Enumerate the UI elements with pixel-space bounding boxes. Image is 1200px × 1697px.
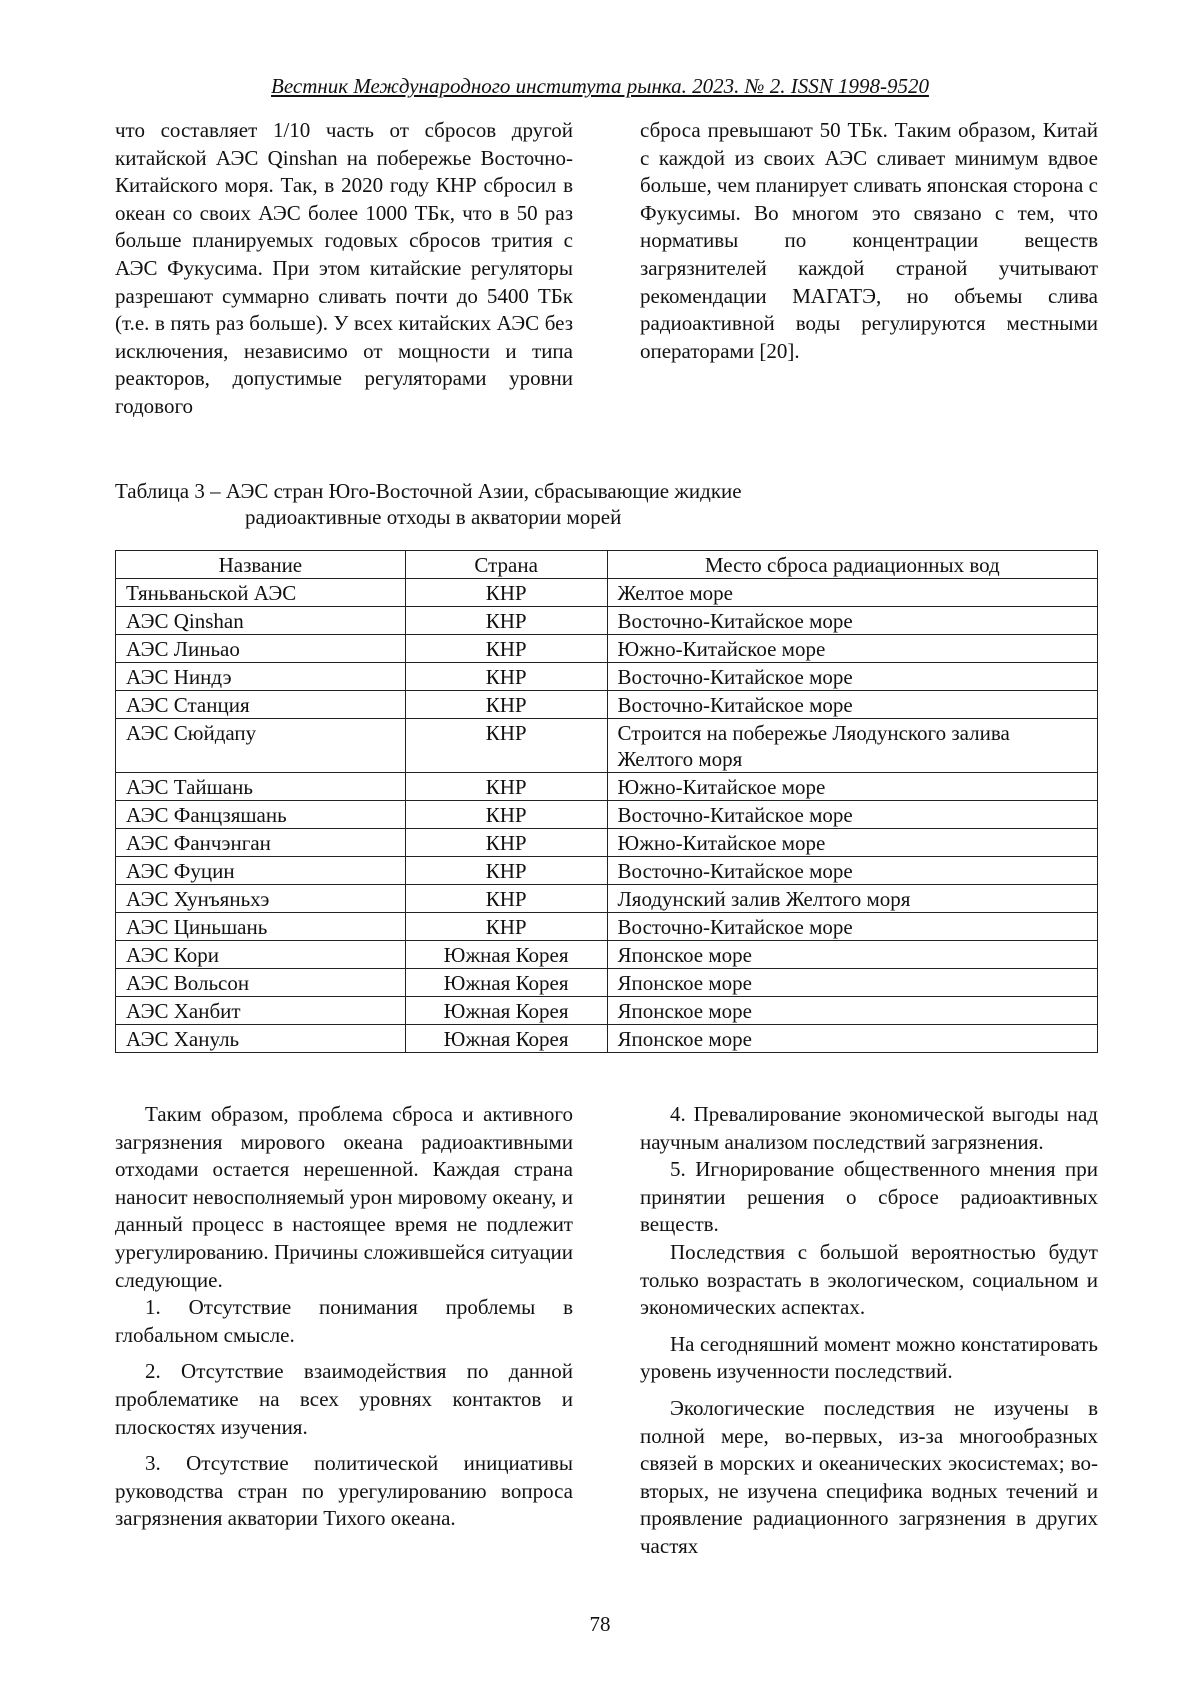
- cell-site: Восточно-Китайское море: [607, 801, 1097, 829]
- cell-name: АЭС Qinshan: [116, 607, 406, 635]
- cell-name: АЭС Сюйдапу: [116, 719, 406, 773]
- table-row: [116, 635, 1098, 663]
- journal-header: Вестник Международного института рынка. 2023. № 2. ISSN 1998-9520: [271, 74, 929, 98]
- cell-country: КНР: [405, 773, 607, 801]
- cell-name: АЭС Ханбит: [116, 997, 406, 1025]
- column-header-discharge-site: Место сброса радиационных вод: [607, 551, 1097, 579]
- table-row: [116, 857, 1098, 885]
- cell-site: Восточно-Китайское море: [607, 663, 1097, 691]
- cell-name: АЭС Циньшань: [116, 913, 406, 941]
- cell-name: АЭС Фанчэнган: [116, 829, 406, 857]
- column-header-name: Название: [116, 551, 406, 579]
- list-item-4: 4. Превалирование экономической выгоды над научным анализом последствий загрязнения.: [640, 1102, 1098, 1154]
- cell-site: Японское море: [607, 941, 1097, 969]
- npp-table: [115, 550, 1098, 1053]
- cell-name: АЭС Линьао: [116, 635, 406, 663]
- list-item-3: 3. Отсутствие политической инициативы руководства стран по урегулированию вопроса загрязнения акватории Тихого океана.: [115, 1451, 573, 1531]
- text-column-bottom-left: [115, 1101, 573, 1533]
- cell-site: Южно-Китайское море: [607, 635, 1097, 663]
- page-number: 78: [589, 1612, 611, 1636]
- cell-name: Тяньваньской АЭС: [116, 579, 406, 607]
- cell-site: Японское море: [607, 969, 1097, 997]
- table-row: [116, 663, 1098, 691]
- cell-country: КНР: [405, 885, 607, 913]
- cell-country: КНР: [405, 635, 607, 663]
- cell-name: АЭС Хунъяньхэ: [116, 885, 406, 913]
- cell-site: Южно-Китайское море: [607, 773, 1097, 801]
- cell-country: КНР: [405, 691, 607, 719]
- cell-name: АЭС Станция: [116, 691, 406, 719]
- cell-country: КНР: [405, 801, 607, 829]
- cell-site: Японское море: [607, 1025, 1097, 1053]
- cell-site: Строится на побережье Ляодунского залива Желтого моря: [607, 719, 1097, 773]
- cell-country: КНР: [405, 829, 607, 857]
- paragraph: сброса превышают 50 ТБк. Таким образом, Китай с каждой из своих АЭС сливает минимум вдвое больше, чем планирует сливать японская сторона с Фукусимы. Во многом это связано с тем, что нормативы по концентрации веществ загрязнителей каждой страной учитывают рекомендации МАГАТЭ, но объемы слива радиоактивной воды регулируются местными операторами [20].: [640, 118, 1098, 363]
- table-row: [116, 719, 1098, 773]
- paragraph: Последствия с большой вероятностью будут только возрастать в экологическом, социальном и экономических аспектах.: [640, 1239, 1098, 1320]
- cell-site: Японское море: [607, 997, 1097, 1025]
- table-row: [116, 969, 1098, 997]
- cell-country: КНР: [405, 857, 607, 885]
- table-caption-line-1: Таблица 3 – АЭС стран Юго-Восточной Азии, сбрасывающие жидкие: [115, 479, 742, 503]
- cell-country: Южная Корея: [405, 969, 607, 997]
- table-row: [116, 941, 1098, 969]
- text-column-top-left: [115, 117, 573, 421]
- cell-name: АЭС Ниндэ: [116, 663, 406, 691]
- cell-site: Южно-Китайское море: [607, 829, 1097, 857]
- text-column-top-right: [640, 117, 1098, 365]
- table-row: [116, 997, 1098, 1025]
- list-item-2: 2. Отсутствие взаимодействия по данной проблематике на всех уровнях контактов и плоскостях изучения.: [115, 1359, 573, 1439]
- cell-name: АЭС Кори: [116, 941, 406, 969]
- table-row: [116, 691, 1098, 719]
- table-row: [116, 885, 1098, 913]
- cell-site: Восточно-Китайское море: [607, 857, 1097, 885]
- table-row: [116, 829, 1098, 857]
- cell-site: Ляодунский залив Желтого моря: [607, 885, 1097, 913]
- cell-site: Желтое море: [607, 579, 1097, 607]
- table-header-row: [116, 551, 1098, 579]
- table-row: [116, 801, 1098, 829]
- table-row: [116, 579, 1098, 607]
- table-row: [116, 773, 1098, 801]
- table-row: [116, 607, 1098, 635]
- table-caption-line-2: радиоактивные отходы в акватории морей: [245, 505, 622, 529]
- paragraph: что составляет 1/10 часть от сбросов другой китайской АЭС Qinshan на побережье Восточно-Китайского моря. Так, в 2020 году КНР сбросил в океан со своих АЭС более 1000 ТБк, что в 50 раз больше планируемых годовых сбросов трития с АЭС Фукусима. При этом китайские регуляторы разрешают суммарно сливать почти до 5400 ТБк (т.е. в пять раз больше). У всех китайских АЭС без исключения, независимо от мощности и типа реакторов, допустимые регуляторами уровни годового: [115, 118, 573, 418]
- list-item-1: 1. Отсутствие понимания проблемы в глобальном смысле.: [115, 1295, 573, 1347]
- paragraph: На сегодняшний момент можно констатировать уровень изученности последствий.: [640, 1331, 1098, 1384]
- cell-country: КНР: [405, 913, 607, 941]
- cell-country: Южная Корея: [405, 1025, 607, 1053]
- text-column-bottom-right: [640, 1101, 1098, 1561]
- cell-name: АЭС Хануль: [116, 1025, 406, 1053]
- cell-site: Восточно-Китайское море: [607, 691, 1097, 719]
- cell-country: КНР: [405, 719, 607, 773]
- cell-name: АЭС Тайшань: [116, 773, 406, 801]
- cell-country: КНР: [405, 607, 607, 635]
- cell-name: АЭС Вольсон: [116, 969, 406, 997]
- column-header-country: Страна: [405, 551, 607, 579]
- cell-name: АЭС Фуцин: [116, 857, 406, 885]
- table-caption: [115, 478, 742, 530]
- list-item-5: 5. Игнорирование общественного мнения при принятии решения о сбросе радиоактивных веществ.: [640, 1157, 1098, 1237]
- cell-site: Восточно-Китайское море: [607, 607, 1097, 635]
- cell-country: Южная Корея: [405, 997, 607, 1025]
- cell-country: Южная Корея: [405, 941, 607, 969]
- cell-country: КНР: [405, 663, 607, 691]
- paragraph: Экологические последствия не изучены в полной мере, во-первых, из-за многообразных связей в морских и океанических экосистемах; во-вторых, не изучена специфика водных течений и проявление радиационного загрязнения в других частях: [640, 1395, 1098, 1558]
- table-row: [116, 913, 1098, 941]
- cell-name: АЭС Фанцзяшань: [116, 801, 406, 829]
- paragraph: Таким образом, проблема сброса и активного загрязнения мирового океана радиоактивными отходами остается нерешенной. Каждая страна наносит невосполняемый урон мировому океану, и данный процесс в настоящее время не подлежит урегулированию. Причины сложившейся ситуации следующие.: [115, 1102, 573, 1292]
- cell-site: Восточно-Китайское море: [607, 913, 1097, 941]
- table-row: [116, 1025, 1098, 1053]
- cell-country: КНР: [405, 579, 607, 607]
